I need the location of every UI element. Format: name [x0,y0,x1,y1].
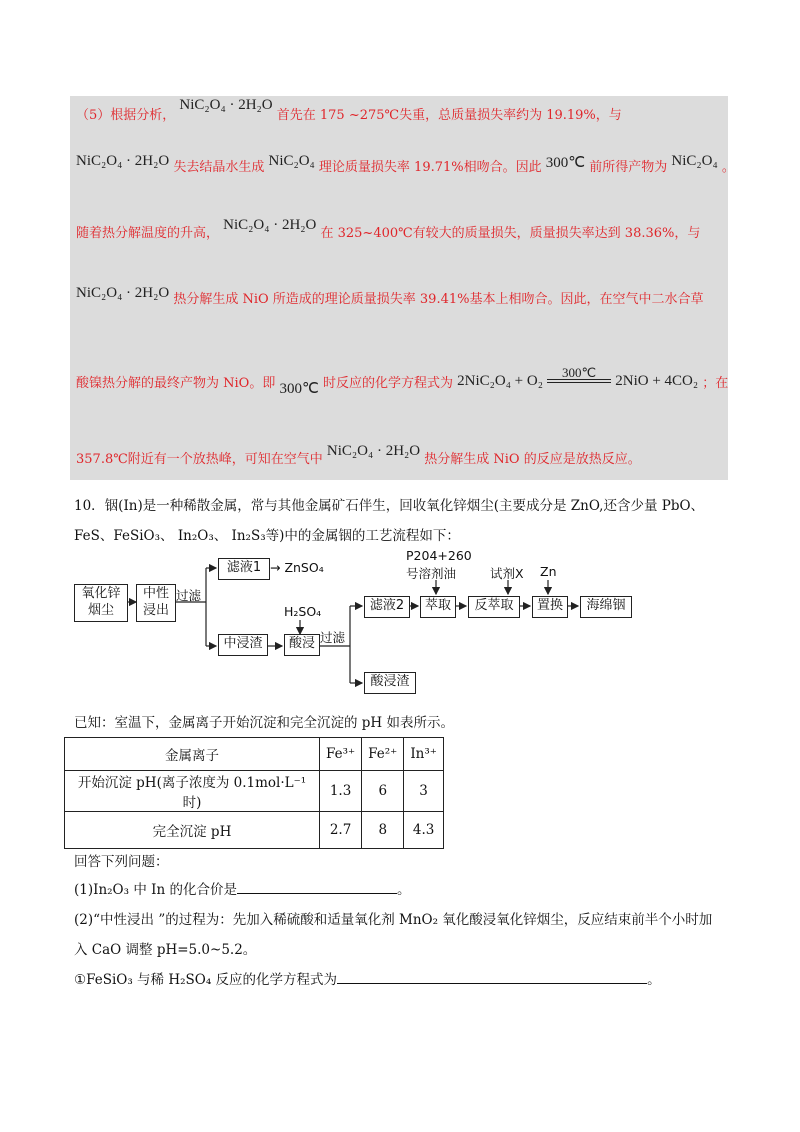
table-header-row [65,738,444,771]
table-header-cell: Fe²⁺ [362,738,404,771]
process-flowchart [72,548,672,698]
ph-table [64,737,444,849]
formula: NiC₂O₄ [268,153,315,169]
answer-text: 时反应的化学方程式为 [322,376,453,391]
answer-text: 357.8℃附近有一个放热峰，可知在空气中 [76,452,323,467]
box-back-extract: 反萃取 [468,596,520,618]
label-filter-2: 过滤 [320,630,346,645]
temperature: 300℃ [545,155,586,171]
answer-line-2 [76,153,735,176]
table-cell: 2.7 [320,812,362,849]
answer-text: 前所得产物为 [589,160,668,175]
box-replacement: 置换 [532,596,568,618]
label-p204-line-1: P204+260 [406,548,472,563]
box-filtrate-2: 滤液2 [364,596,410,618]
label-zn: Zn [540,564,557,579]
question-2-line-2: 入 CaO 调整 pH=5.0~5.2。 [74,942,257,958]
answer-line-6 [76,443,641,468]
table-cell: 1.3 [320,771,362,812]
answer-text: （5）根据分析， [76,108,176,123]
formula: NiC₂O₄ · 2H₂O [179,97,273,113]
answer-line-5 [76,365,729,397]
box-acid-leach: 酸浸 [284,634,320,656]
table-cell: 开始沉淀 pH(离子浓度为 0.1mol·L⁻¹时) [65,771,320,812]
equation-left: 2NiC₂O₄ + O₂ [457,373,543,389]
table-header-cell: In³⁺ [404,738,444,771]
question-10-line-1: 10．铟(In)是一种稀散金属，常与其他金属矿石伴生，回收氧化锌烟尘(主要成分是 ZnO,还含少量 PbO、 [74,498,705,514]
known-statement: 已知：室温下，金属离子开始沉淀和完全沉淀的 pH 如表所示。 [74,715,454,731]
table-cell: 4.3 [404,812,444,849]
answer-text: 热分解生成 NiO 的反应是放热反应。 [424,452,641,467]
answer-line-3 [76,217,701,242]
answer-text: 失去结晶水生成 [173,160,265,175]
answer-text: 首先在 175 ~275℃失重，总质量损失率约为 19.19%，与 [276,108,622,123]
question-2-line-1: (2)“中性浸出 ”的过程为：先加入稀硫酸和适量氧化剂 MnO₂ 氧化酸浸氧化锌烟尘，反应结束前半个小时加 [74,912,713,928]
table-cell: 完全沉淀 pH [65,812,320,849]
answer-text: 酸镍热分解的最终产物为 NiO。即 [76,376,276,391]
question-1: (1)In₂O₃ 中 In 的化合价是 。 [74,882,411,898]
answer-line-4 [76,285,704,308]
questions-intro: 回答下列问题： [74,854,169,870]
answer-text: 。 [721,160,735,175]
table-cell: 8 [362,812,404,849]
label-p204-line-2: 号溶剂油 [406,566,457,581]
table-header-cell: Fe³⁺ [320,738,362,771]
box-filtrate-1: 滤液1 [218,558,270,580]
answer-text: 热分解生成 NiO 所造成的理论质量损失率 39.41%基本上相吻合。因此，在空气中二水合草 [173,292,704,307]
box-neutral-leach: 中性 浸出 [136,584,176,622]
table-row [65,771,444,812]
answer-text: ；在 [702,376,729,391]
question-10-line-2: FeS、FeSiO₃、 In₂O₃、 In₂S₃等)中的金属铟的工艺流程如下： [74,528,460,544]
equation-right: 2NiO + 4CO₂ [615,373,699,389]
answer-text: 随着热分解温度的升高， [76,226,220,241]
table-cell: 6 [362,771,404,812]
box-extract: 萃取 [420,596,456,618]
answer-blank-2[interactable] [337,971,647,984]
label-filter-1: 过滤 [176,588,202,603]
question-2-sub-1: ①FeSiO₃ 与稀 H₂SO₄ 反应的化学方程式为 。 [74,972,661,988]
box-sponge-indium: 海绵铟 [580,596,632,618]
formula: NiC₂O₄ · 2H₂O [326,443,421,459]
reaction-condition: 300℃ [562,365,597,380]
box-raw-dust: 氧化锌 烟尘 [74,584,128,622]
answer-blank-1[interactable] [237,881,397,894]
label-znso4: → ZnSO₄ [270,560,324,575]
answer-text: 理论质量损失率 19.71%相吻合。因此 [318,160,542,175]
table-header-cell: 金属离子 [65,738,320,771]
table-cell: 3 [404,771,444,812]
label-reagent-x: 试剂X [490,566,524,581]
formula: NiC₂O₄ · 2H₂O [223,217,317,233]
formula: NiC₂O₄ [671,153,718,169]
answer-line-1 [76,97,622,124]
label-h2so4: H₂SO₄ [284,604,322,619]
box-acid-residue: 酸浸渣 [364,672,416,694]
box-neutral-residue: 中浸渣 [218,634,268,656]
temperature: 300℃ [279,381,319,397]
answer-text: 在 325~400℃有较大的质量损失，质量损失率达到 38.36%，与 [320,226,701,241]
formula: NiC₂O₄ · 2H₂O [76,153,170,169]
table-row [65,812,444,849]
formula: NiC₂O₄ · 2H₂O [76,285,170,301]
